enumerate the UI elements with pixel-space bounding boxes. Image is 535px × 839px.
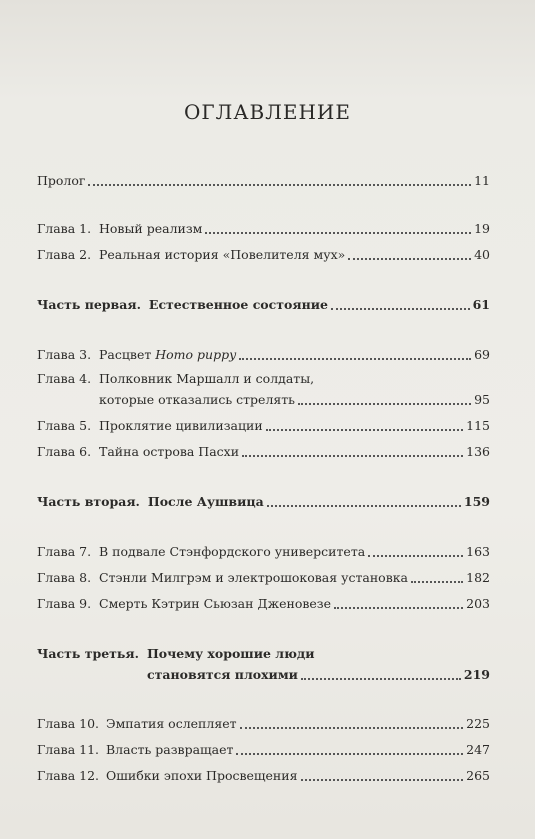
chapter-label: Глава 2.: [37, 247, 92, 262]
page-number: 219: [463, 667, 490, 682]
page-number: 203: [466, 596, 490, 611]
entry-title: Тайна острова Пасхи: [99, 444, 240, 459]
part-label: Часть третья.: [37, 646, 139, 661]
dot-leader: [331, 307, 470, 310]
entry-title: Стэнли Милгрэм и электрошоковая установка: [99, 570, 408, 585]
entry-title: Пролог: [37, 173, 86, 188]
toc-entry-chapter-10: [37, 715, 490, 733]
toc-entry-prolog: [37, 172, 490, 190]
entry-title-continued: которые отказались стрелять: [99, 392, 295, 407]
toc-entry-part-1: [37, 296, 490, 314]
dot-leader: [88, 183, 471, 186]
toc-entry-chapter-5: [37, 417, 490, 435]
entry-title: Эмпатия ослепляет: [106, 716, 237, 731]
dot-leader: [239, 357, 471, 360]
dot-leader: [236, 752, 463, 755]
toc-entry-part-3-line1: [37, 645, 490, 663]
entry-title-italic: Homo puppy: [155, 347, 237, 362]
chapter-label: Глава 7.: [37, 544, 92, 559]
dot-leader: [267, 504, 461, 507]
entry-title: После Аушвица: [147, 494, 264, 509]
entry-title: Естественное состояние: [148, 297, 328, 312]
part-label: Часть вторая.: [37, 494, 140, 509]
toc-entry-chapter-8: [37, 569, 490, 587]
part-label: Часть первая.: [37, 297, 141, 312]
page-number: 247: [466, 742, 490, 757]
dot-leader: [298, 402, 471, 405]
page-number: 61: [472, 297, 490, 312]
entry-title: Ошибки эпохи Просвещения: [106, 768, 298, 783]
chapter-label: Глава 4.: [37, 371, 92, 386]
dot-leader: [240, 726, 464, 729]
page-number: 40: [474, 247, 490, 262]
page-number: 163: [466, 544, 490, 559]
dot-leader: [266, 428, 463, 431]
chapter-label: Глава 6.: [37, 444, 92, 459]
page-title: ОГЛАВЛЕНИЕ: [184, 100, 351, 124]
toc-entry-chapter-3: [37, 346, 490, 364]
chapter-label: Глава 12.: [37, 768, 100, 783]
chapter-label: Глава 8.: [37, 570, 92, 585]
entry-title: Смерть Кэтрин Сьюзан Дженовезе: [99, 596, 332, 611]
page-number: 225: [466, 716, 490, 731]
dot-leader: [205, 231, 471, 234]
chapter-label: Глава 9.: [37, 596, 92, 611]
page-number: 159: [463, 494, 490, 509]
entry-title: Новый реализм: [99, 221, 203, 236]
entry-title-continued: становятся плохими: [147, 667, 298, 682]
page-number: 69: [474, 347, 490, 362]
entry-title: Проклятие цивилизации: [99, 418, 263, 433]
dot-leader: [301, 778, 464, 781]
entry-title: Полковник Маршалл и солдаты,: [99, 371, 315, 386]
entry-title: Реальная история «Повелителя мух»: [99, 247, 346, 262]
entry-title-part: Расцвет: [99, 347, 156, 362]
dot-leader: [411, 580, 463, 583]
entry-title: В подвале Стэнфордского университета: [99, 544, 366, 559]
toc-entry-chapter-4-line1: [37, 370, 490, 388]
page-number: 19: [474, 221, 490, 236]
toc-entry-chapter-2: [37, 246, 490, 264]
toc-entry-part-3-line2: [37, 666, 490, 684]
dot-leader: [348, 257, 471, 260]
dot-leader: [334, 606, 463, 609]
toc-entry-chapter-11: [37, 741, 490, 759]
page-number: 182: [466, 570, 490, 585]
page-number: 265: [466, 768, 490, 783]
dot-leader: [301, 677, 461, 680]
page-number: 136: [466, 444, 490, 459]
dot-leader: [368, 554, 463, 557]
chapter-label: Глава 5.: [37, 418, 92, 433]
entry-title: Почему хорошие люди: [146, 646, 315, 661]
toc-entry-part-2: [37, 493, 490, 511]
toc-entry-chapter-1: [37, 220, 490, 238]
toc-entry-chapter-7: [37, 543, 490, 561]
toc-entry-chapter-12: [37, 767, 490, 785]
toc-entry-chapter-9: [37, 595, 490, 613]
entry-title: Власть развращает: [106, 742, 234, 757]
chapter-label: Глава 10.: [37, 716, 100, 731]
toc-entry-chapter-4-line2: [37, 391, 490, 409]
chapter-label: Глава 11.: [37, 742, 100, 757]
page-number: 95: [474, 392, 490, 407]
entry-title: [99, 346, 236, 364]
page-number: 115: [466, 418, 490, 433]
dot-leader: [242, 454, 463, 457]
chapter-label: Глава 1.: [37, 221, 92, 236]
toc-entry-chapter-6: [37, 443, 490, 461]
chapter-label: Глава 3.: [37, 347, 92, 362]
page-number: 11: [474, 173, 490, 188]
